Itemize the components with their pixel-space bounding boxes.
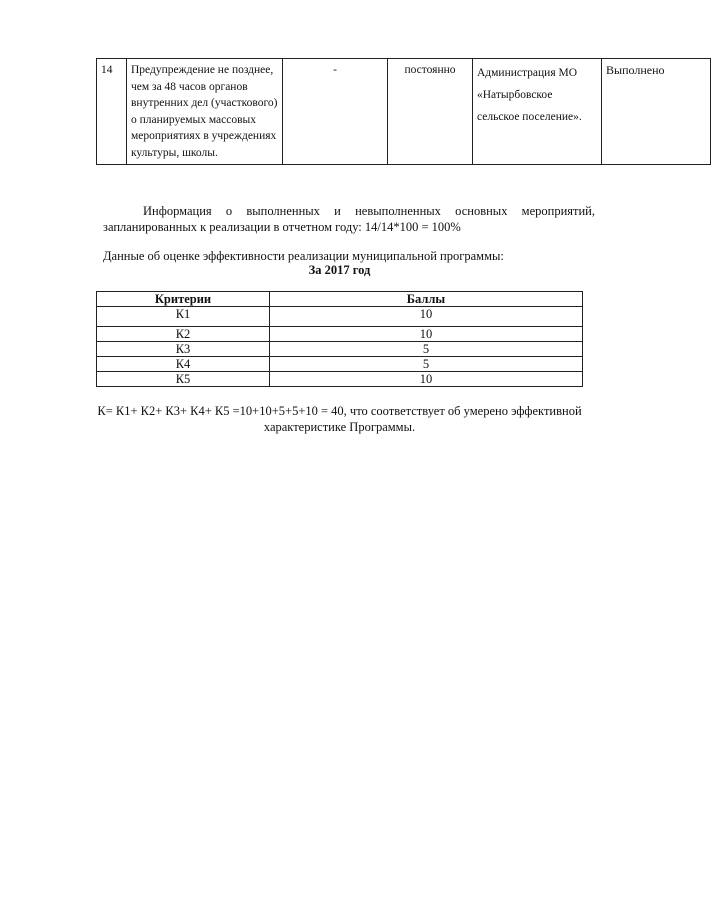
criterion-cell: К2 (97, 327, 270, 342)
score-cell: 10 (270, 327, 583, 342)
table-row (97, 372, 583, 387)
efficiency-formula: К= К1+ К2+ К3+ К4+ К5 =10+10+5+5+10 = 40, что соответствует об умерено эффективной характеристике Программы. (97, 404, 582, 434)
score-cell: 10 (270, 372, 583, 387)
table-row (97, 307, 583, 327)
table-header-row (97, 292, 583, 307)
measure-status: Выполнено (602, 59, 711, 165)
measure-responsible: Администрация МО «Натырбовское сельское поселение». (473, 59, 602, 165)
efficiency-heading: Данные об оценке эффективности реализации муниципальной программы: (103, 249, 504, 263)
table-row (97, 59, 711, 165)
criteria-column-header: Критерии (97, 292, 270, 307)
score-column-header: Баллы (270, 292, 583, 307)
criterion-cell: К5 (97, 372, 270, 387)
score-cell: 5 (270, 357, 583, 372)
criterion-cell: К3 (97, 342, 270, 357)
table-row (97, 357, 583, 372)
table-row (97, 327, 583, 342)
measures-table-fragment (96, 58, 711, 165)
criteria-table (96, 291, 583, 387)
criterion-cell: К1 (97, 307, 270, 327)
completion-info-paragraph: Информация о выполненных и невыполненных основных мероприятий, запланированных к реализации в отчетном году: 14/14*100 = 100% (103, 204, 595, 234)
year-title: За 2017 год (308, 263, 371, 277)
row-number: 14 (97, 59, 127, 165)
criterion-cell: К4 (97, 357, 270, 372)
score-cell: 10 (270, 307, 583, 327)
score-cell: 5 (270, 342, 583, 357)
measure-description: Предупреждение не позднее, чем за 48 часов органов внутренних дел (участкового) о планируемых массовых мероприятиях в учреждениях культуры, школы. (127, 59, 283, 165)
table-row (97, 342, 583, 357)
measure-funding: - (283, 59, 388, 165)
measure-frequency: постоянно (388, 59, 473, 165)
